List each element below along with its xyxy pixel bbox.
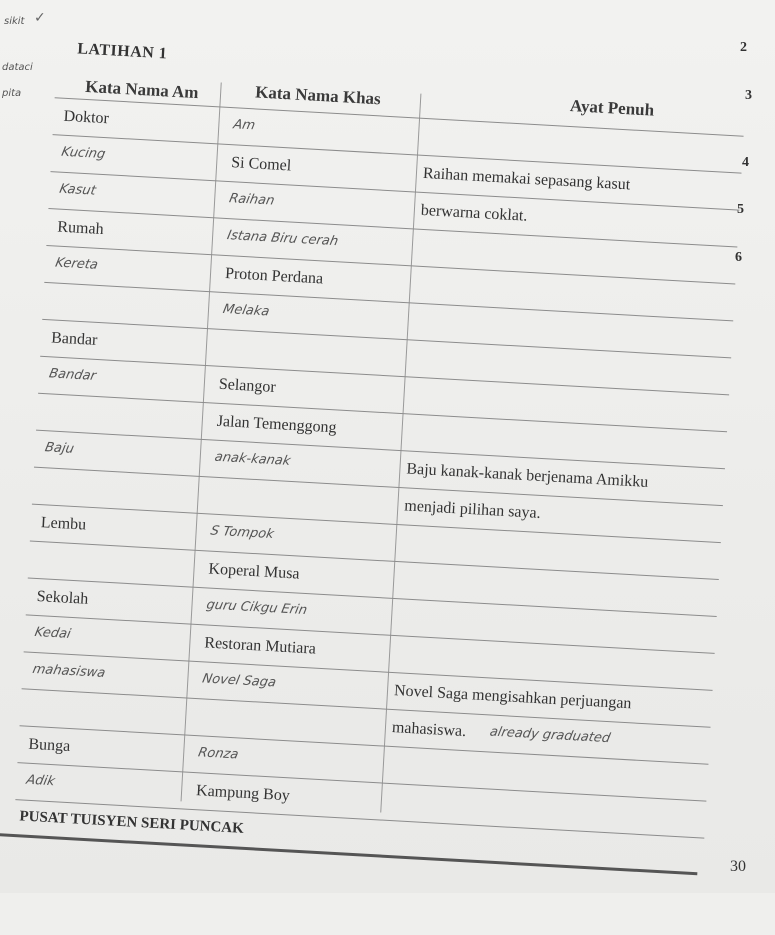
row-divider: [26, 614, 715, 654]
column-header-common-noun: Kata Nama Am: [84, 76, 199, 103]
row-divider: [30, 541, 719, 581]
table-cell-proper-handwritten: anak-kanak: [213, 449, 292, 469]
table-cell-common-handwritten: Baju: [43, 440, 76, 457]
row-divider: [32, 504, 721, 544]
table-cell-common-handwritten: Kasut: [58, 181, 98, 199]
table-cell-proper-handwritten: Ronza: [196, 745, 240, 763]
column-header-proper-noun: Kata Nama Khas: [254, 82, 382, 109]
footer-rule: [0, 831, 697, 876]
table-cell-common-handwritten: Kedai: [33, 624, 73, 642]
table-cell-sentence: Novel Saga mengisahkan perjuangan: [393, 682, 632, 713]
table-cell-common: Rumah: [56, 218, 105, 239]
row-divider: [44, 282, 733, 322]
table-cell-sentence: Raihan memakai sepasang kasut: [422, 164, 631, 194]
table-cell-common: Bunga: [28, 735, 71, 756]
row-divider: [40, 356, 729, 396]
row-divider: [53, 134, 742, 174]
table-cell-proper-handwritten: Am: [231, 117, 257, 134]
table-cell-common-handwritten: Adik: [25, 772, 57, 790]
table-cell-common: Lembu: [40, 514, 87, 534]
table-cell-sentence: mahasiswa.: [391, 719, 467, 741]
table-cell-common-handwritten: Kereta: [53, 255, 100, 273]
margin-note: sikit: [4, 16, 25, 27]
table-cell-proper-handwritten: Melaka: [221, 302, 271, 320]
column-header-sentence: Ayat Penuh: [569, 95, 655, 120]
table-cell-proper-handwritten: Istana Biru cerah: [225, 228, 340, 250]
page-number: 30: [730, 858, 746, 875]
margin-note: dataci: [2, 62, 33, 73]
table-cell-common: Doktor: [63, 107, 110, 128]
table-cell-sentence: berwarna coklat.: [420, 201, 528, 225]
table-cell-proper: Koperal Musa: [208, 560, 300, 583]
row-divider: [42, 319, 731, 359]
table-cell-proper-handwritten: guru Cikgu Erin: [205, 597, 309, 619]
table-cell-proper: Si Comel: [230, 154, 292, 175]
page-title: LATIHAN 1: [76, 40, 168, 63]
row-divider: [17, 762, 706, 802]
table-cell-proper-handwritten: Raihan: [227, 191, 276, 209]
table-cell-common-handwritten: Kucing: [60, 144, 107, 163]
column-divider: [181, 82, 222, 801]
exercise-table: [16, 73, 745, 830]
table-cell-proper-handwritten: S Tompok: [209, 523, 276, 543]
table-cell-proper: Jalan Temenggong: [216, 412, 338, 437]
row-divider: [28, 577, 717, 617]
checkmark-icon: ✓: [34, 10, 46, 26]
table-cell-common-handwritten: Bandar: [47, 366, 98, 384]
margin-note: pita: [2, 88, 22, 99]
row-divider: [50, 171, 739, 211]
table-cell-proper: Proton Perdana: [224, 265, 324, 288]
column-divider: [380, 94, 421, 813]
table-cell-common-handwritten: mahasiswa: [31, 661, 107, 681]
table-cell-sentence: Baju kanak-kanak berjenama Amikku: [405, 460, 649, 491]
table-cell-proper: Selangor: [218, 375, 277, 396]
row-divider: [36, 430, 725, 470]
table-cell-sentence-handwritten: already graduated: [488, 724, 612, 747]
row-number: 6: [735, 250, 742, 265]
table-cell-proper: Restoran Mutiara: [203, 634, 317, 658]
row-divider: [48, 208, 737, 248]
row-divider: [24, 651, 713, 691]
table-cell-common: Sekolah: [36, 587, 89, 608]
row-divider: [38, 393, 727, 433]
row-number: 2: [740, 40, 747, 55]
footer-text: PUSAT TUISYEN SERI PUNCAK: [19, 808, 245, 837]
table-cell-proper: Kampung Boy: [195, 782, 291, 805]
row-number: 3: [745, 88, 752, 103]
table-cell-sentence: menjadi pilihan saya.: [403, 497, 542, 522]
table-cell-common: Bandar: [50, 329, 98, 349]
row-number: 4: [742, 155, 749, 170]
table-cell-proper-handwritten: Novel Saga: [200, 671, 278, 691]
row-number: 5: [737, 202, 744, 217]
row-divider: [46, 245, 735, 285]
